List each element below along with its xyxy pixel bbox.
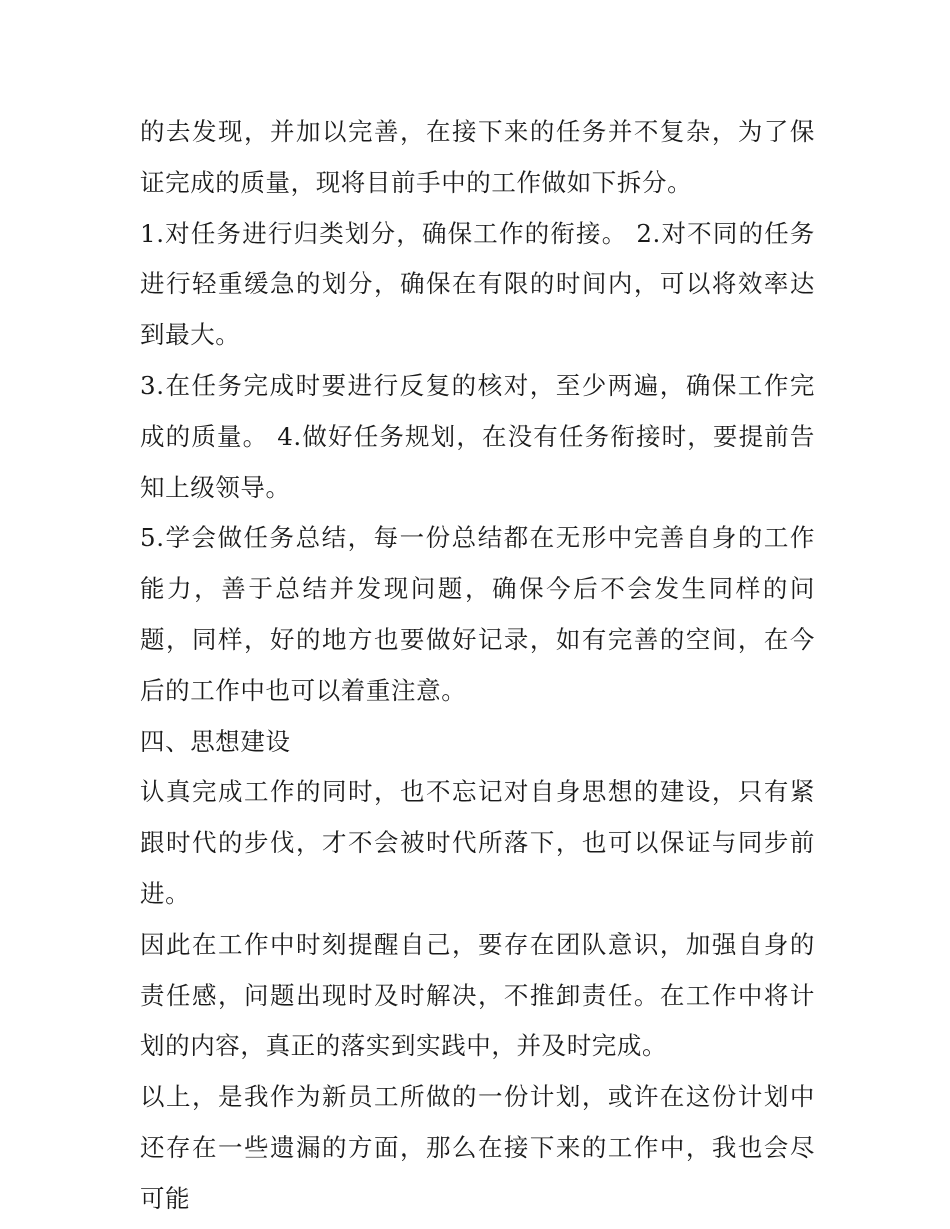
paragraph-item-3-4: 3.在任务完成时要进行反复的核对，至少两遍，确保工作完成的质量。 4.做好任务规划，在没有任务衔接时，要提前告知上级领导。 [140, 370, 815, 502]
paragraph-item-5: 5.学会做任务总结，每一份总结都在无形中完善自身的工作能力，善于总结并发现问题，确保今后不会发生同样的问题，同样，好的地方也要做好记录，如有完善的空间，在今后的工作中也可以着重注意。 [140, 523, 815, 705]
paragraph-thought-1: 认真完成工作的同时，也不忘记对自身思想的建设，只有紧跟时代的步伐，才不会被时代所落下，也可以保证与同步前进。 [140, 777, 815, 908]
document-body [140, 107, 815, 1225]
paragraph-intro: 的去发现，并加以完善，在接下来的任务并不复杂，为了保证完成的质量，现将目前手中的工作做如下拆分。 [140, 117, 815, 197]
paragraph-conclusion: 以上，是我作为新员工所做的一份计划，或许在这份计划中还存在一些遗漏的方面，那么在接下来的工作中，我也会尽可能 [140, 1082, 815, 1213]
paragraph-thought-2: 因此在工作中时刻提醒自己，要存在团队意识，加强自身的责任感，问题出现时及时解决，不推卸责任。在工作中将计划的内容，真正的落实到实践中，并及时完成。 [140, 929, 815, 1061]
paragraph-item-1-2: 1.对任务进行归类划分，确保工作的衔接。 2.对不同的任务进行轻重缓急的划分，确保在有限的时间内，可以将效率达到最大。 [140, 218, 815, 350]
section-heading: 四、思想建设 [140, 726, 291, 756]
